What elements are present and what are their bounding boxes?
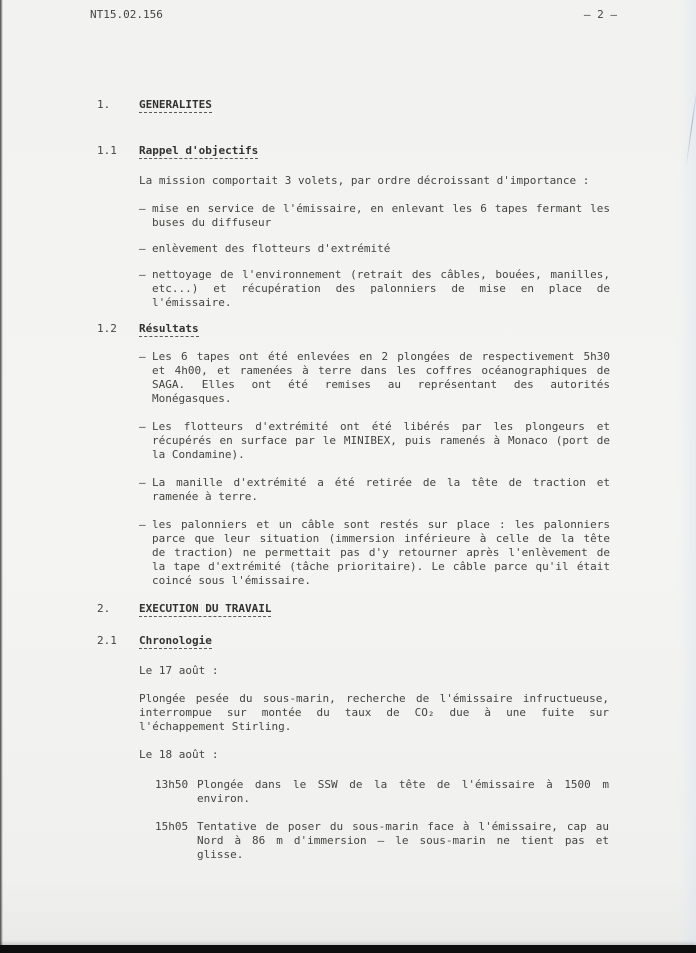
text-line: Plongée pesée du sous-marin, recherche de l'émissaire infructueuse, (139, 692, 609, 705)
text-line: buses du diffuseur (152, 216, 272, 229)
section-number: 1. (97, 98, 111, 111)
text-lines (152, 350, 610, 406)
text-line: et 4h00, et ramenées à terre dans les coffres océanographiques de (152, 364, 610, 377)
bullet-item (139, 420, 610, 462)
text-line: parce que leur situation (immersion inférieure à celle de la tête (152, 532, 610, 545)
bullet-item (139, 268, 610, 310)
text-line: Tentative de poser du sous-marin face à l'émissaire, cap au (197, 820, 609, 833)
section-heading (97, 98, 657, 112)
text-lines (139, 664, 609, 678)
scan-bottom-bar (0, 945, 696, 953)
section-title: Résultats (139, 322, 199, 335)
text-line: Le 18 août : (139, 748, 219, 761)
text-line: l'émissaire. (152, 296, 232, 309)
text-lines (152, 268, 610, 310)
subsection-heading (97, 144, 657, 158)
text-lines (152, 476, 610, 504)
text-line: glisse. (197, 848, 244, 861)
text-line: la Condamine). (152, 448, 245, 461)
paragraph (97, 748, 657, 762)
timeline-entry (155, 778, 657, 806)
bullet-item (139, 476, 610, 504)
section-title: EXECUTION DU TRAVAIL (139, 602, 272, 615)
scan-right-edge (678, 0, 696, 953)
page-header (90, 8, 617, 22)
text-lines (152, 420, 610, 462)
time-label: 13h50 (155, 778, 189, 791)
subsection-heading (97, 634, 657, 648)
section-number: 1.1 (97, 144, 117, 157)
text-line: ramenée à terre. (152, 490, 258, 503)
page-number: – 2 – (583, 8, 617, 21)
text-line: mise en service de l'émissaire, en enlevant les 6 tapes fermant les (152, 202, 610, 215)
bullet-item (139, 242, 610, 256)
section-heading (97, 602, 657, 616)
bullet-dash: – (139, 268, 146, 281)
text-lines (197, 778, 609, 806)
paragraph (97, 692, 657, 734)
text-line: Nord à 86 m d'immersion – le sous-marin ne tient pas et (197, 834, 609, 847)
text-line: La manille d'extrémité a été retirée de la tête de traction et (152, 476, 610, 489)
time-label: 15h05 (155, 820, 189, 833)
text-lines (139, 174, 609, 188)
text-line: la tape d'extrémité (tâche prioritaire). Le câble parce qu'il était (152, 560, 610, 573)
text-line: l'échappement Stirling. (139, 720, 292, 733)
section-title: Chronologie (139, 634, 212, 647)
text-line: Monégasques. (152, 392, 232, 405)
document-blocks (97, 98, 657, 862)
paragraph (97, 664, 657, 678)
text-lines (152, 242, 610, 256)
text-line: Plongée dans le SSW de la tête de l'émissaire à 1500 m (197, 778, 609, 791)
text-lines (197, 820, 609, 862)
text-lines (152, 202, 610, 230)
text-line: nettoyage de l'environnement (retrait des câbles, bouées, manilles, (152, 268, 610, 281)
text-line: les palonniers et un câble sont restés sur place : les palonniers (152, 518, 610, 531)
text-line: de traction) ne permettait pas d'y retourner après l'enlèvement de (152, 546, 610, 559)
bullet-dash: – (139, 518, 146, 531)
text-lines (139, 692, 609, 734)
text-line: interrompue sur montée du taux de CO₂ due à une fuite sur (139, 706, 609, 719)
bullet-dash: – (139, 420, 146, 433)
timeline-entry (155, 820, 657, 862)
bullet-dash: – (139, 242, 146, 255)
text-line: coincé sous l'émissaire. (152, 574, 311, 587)
bullet-dash: – (139, 476, 146, 489)
bullet-item (139, 350, 610, 406)
bullet-item (139, 202, 610, 230)
bullet-item (139, 518, 610, 588)
section-title: GENERALITES (139, 98, 212, 111)
text-lines (139, 748, 609, 762)
doc-reference: NT15.02.156 (90, 8, 163, 21)
text-line: Les flotteurs d'extrémité ont été libérés par les plongeurs et (152, 420, 610, 433)
text-line: etc...) et récupération des palonniers de mise en place de (152, 282, 610, 295)
text-line: environ. (197, 792, 250, 805)
section-number: 2. (97, 602, 111, 615)
scan-left-edge (0, 0, 3, 953)
bullet-dash: – (139, 350, 146, 363)
paragraph (97, 174, 657, 188)
text-line: Les 6 tapes ont été enlevées en 2 plongées de respectivement 5h30 (152, 350, 610, 363)
text-line: SAGA. Elles ont été remises au représentant des autorités (152, 378, 610, 391)
bullet-dash: – (139, 202, 146, 215)
section-number: 2.1 (97, 634, 117, 647)
text-line: La mission comportait 3 volets, par ordre décroissant d'importance : (139, 174, 590, 187)
subsection-heading (97, 322, 657, 336)
text-line: récupérés en surface par le MINIBEX, puis ramenés à Monaco (port de (152, 434, 610, 447)
text-line: Le 17 août : (139, 664, 219, 677)
text-lines (152, 518, 610, 588)
section-title: Rappel d'objectifs (139, 144, 259, 157)
text-line: enlèvement des flotteurs d'extrémité (152, 242, 391, 255)
section-number: 1.2 (97, 322, 117, 335)
